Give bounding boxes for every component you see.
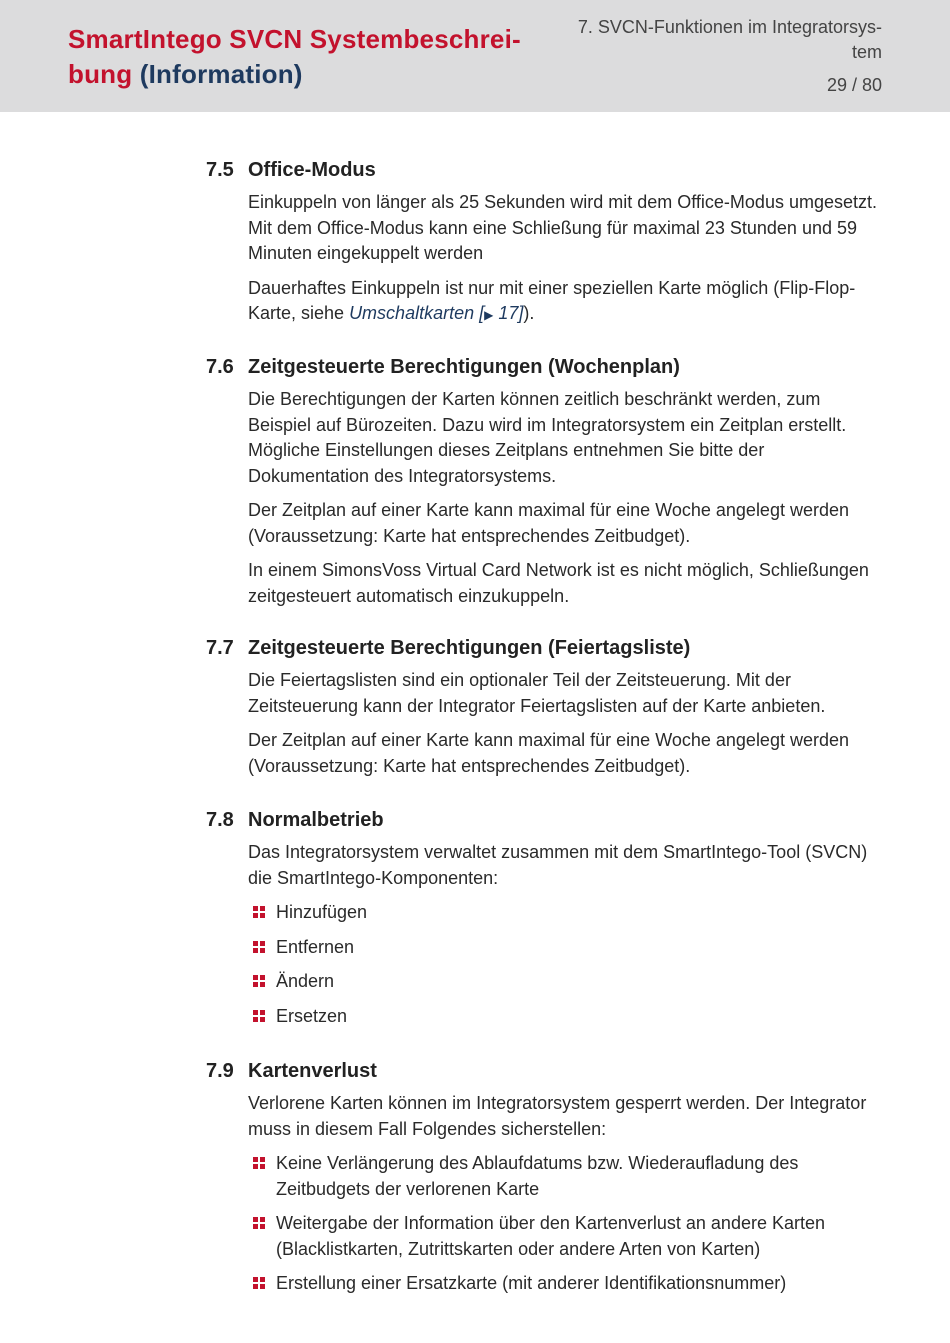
section-heading [0, 634, 950, 662]
page-header [0, 0, 950, 112]
list-item [248, 1151, 888, 1202]
list-item [248, 935, 888, 961]
list-item [248, 900, 888, 926]
paragraph: Der Zeitplan auf einer Karte kann maximal für eine Woche angelegt werden (Voraussetzung: Karte hat entsprechendes Zeitbudget). [248, 730, 849, 776]
list-item-text: Keine Verlängerung des Ablaufdatums bzw. Wiederaufladung des Zeitbudgets der verlorenen Karte [276, 1153, 799, 1199]
section-title: Normalbetrieb [248, 809, 384, 831]
paragraph: Der Zeitplan auf einer Karte kann maximal für eine Woche angelegt werden (Voraussetzung: Karte hat entsprechendes Zeitbudget). [248, 500, 849, 546]
cross-reference-link[interactable] [349, 303, 523, 323]
bullet-icon [253, 906, 265, 918]
paragraph: In einem SimonsVoss Virtual Card Network ist es nicht möglich, Schließungen zeitgesteuert automatisch einzukuppeln. [248, 560, 869, 606]
section-number: 7.5 [206, 159, 234, 181]
list-item [248, 1211, 888, 1262]
section-title: Zeitgesteuerte Berechtigungen (Feiertagsliste) [248, 637, 691, 659]
section-heading [0, 353, 950, 381]
list-item-text: Erstellung einer Ersatzkarte (mit anderer Identifikationsnummer) [276, 1273, 787, 1293]
link-page: 17] [493, 303, 524, 323]
paragraph-text: Dauerhaftes Einkuppeln ist nur mit einer speziellen Karte möglich (Flip-Flop-Karte, siehe [248, 277, 856, 323]
paragraph: Die Feiertagslisten sind ein optionaler Teil der Zeitsteuerung. Mit der Zeitsteuerung kann der Integrator Feiertagslisten auf der Karte anbieten. [248, 670, 826, 716]
document-title-main: SmartIntego SVCN Systembeschrei- bung [68, 24, 521, 89]
page-arrow-icon: ▶ [484, 308, 494, 322]
section-heading [0, 156, 950, 184]
bullet-icon [253, 1010, 265, 1022]
bullet-list [248, 1151, 888, 1297]
document-title-type: (Information) [139, 59, 303, 89]
bullet-icon [253, 1157, 265, 1169]
section-number: 7.7 [206, 637, 234, 659]
section-feiertagsliste [0, 634, 950, 788]
paragraph: Einkuppeln von länger als 25 Sekunden wird mit dem Office-Modus umgesetzt. Mit dem Office-Modus kann eine Schließung für maximal 23 Stunden und 59 Minuten eingekuppelt werden [248, 192, 877, 263]
paragraph: Verlorene Karten können im Integratorsystem gesperrt werden. Der Integrator muss in diesem Fall Folgendes sicherstellen: [248, 1093, 867, 1139]
list-item-text: Hinzufügen [276, 902, 368, 922]
section-title: Office-Modus [248, 159, 376, 181]
paragraph: Die Berechtigungen der Karten können zeitlich beschränkt werden, zum Beispiel auf Bürozeiten. Dazu wird im Integratorsystem ein Zeitplan erstellt. Mögliche Einstellungen dieses Zeitplans entnehmen Sie bitte der Dokumentation des Integratorsystems. [248, 389, 847, 486]
section-number: 7.8 [206, 809, 234, 831]
chapter-title: 7. SVCN-Funktionen im Integratorsys- tem [577, 17, 882, 62]
section-normalbetrieb [0, 806, 950, 1038]
list-item-text: Weitergabe der Information über den Kartenverlust an andere Karten (Blacklistkarten, Zutrittskarten oder andere Arten von Karten) [276, 1213, 825, 1259]
section-number: 7.9 [206, 1060, 234, 1082]
list-item-text: Ändern [276, 971, 335, 991]
paragraph-text: ). [523, 303, 535, 323]
list-item [248, 1271, 888, 1297]
list-item-text: Ersetzen [276, 1005, 348, 1026]
section-heading [0, 1057, 950, 1085]
section-heading [0, 806, 950, 834]
document-title [68, 22, 538, 92]
list-item [248, 1004, 888, 1030]
paragraph-with-link [248, 276, 888, 329]
paragraph: Das Integratorsystem verwaltet zusammen mit dem SmartIntego-Tool (SVCN) die SmartIntego-Komponenten: [248, 842, 868, 888]
bullet-icon [253, 1277, 265, 1289]
section-kartenverlust [0, 1057, 950, 1306]
section-title: Kartenverlust [248, 1060, 377, 1082]
list-item [248, 969, 888, 995]
section-title: Zeitgesteuerte Berechtigungen (Wochenplan) [248, 356, 680, 378]
page-number: 29 / 80 [826, 75, 882, 95]
section-wochenplan [0, 353, 950, 618]
bullet-list [248, 900, 888, 1029]
bullet-icon [253, 941, 265, 953]
section-office-modus [0, 156, 950, 338]
link-text: Umschaltkarten [ [349, 303, 485, 323]
section-number: 7.6 [206, 356, 234, 378]
list-item-text: Entfernen [276, 936, 355, 957]
bullet-icon [253, 1217, 265, 1229]
bullet-icon [253, 975, 265, 987]
